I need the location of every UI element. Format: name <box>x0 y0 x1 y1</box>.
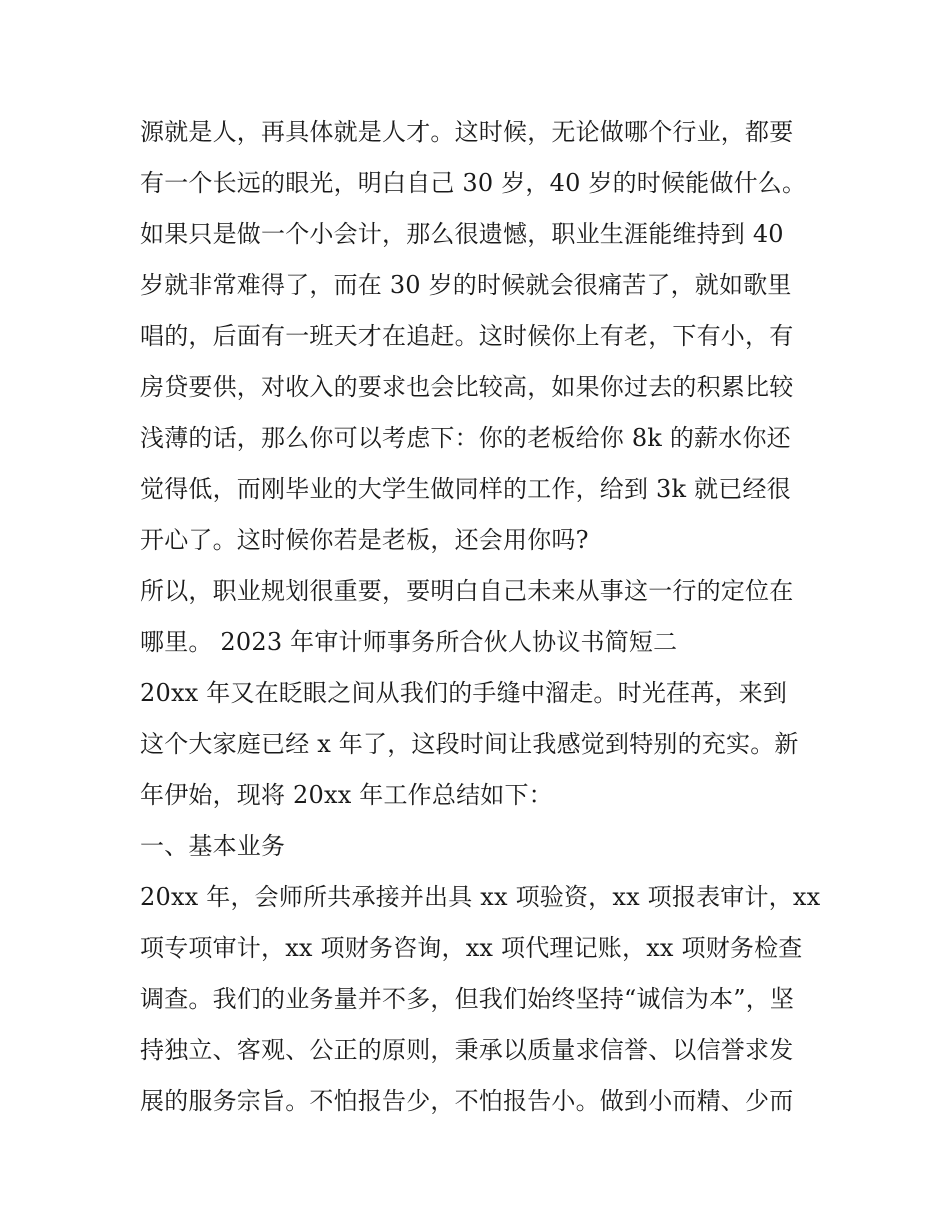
text-line: 这个大家庭已经 x 年了，这段时间让我感觉到特别的充实。新 <box>140 730 799 758</box>
body-text <box>140 107 820 1127</box>
text-line: 调查。我们的业务量并不多，但我们始终坚持“诚信为本”，坚 <box>140 985 795 1013</box>
text-line: 展的服务宗旨。不怕报告少，不怕报告小。做到小而精、少而 <box>140 1087 794 1115</box>
section-heading: 一、基本业务 <box>140 832 286 860</box>
text-line: 唱的，后面有一班天才在追赶。这时候你上有老，下有小，有 <box>140 322 794 350</box>
text-line: 年伊始，现将 20xx 年工作总结如下： <box>140 781 553 809</box>
text-line: 觉得低，而刚毕业的大学生做同样的工作，给到 3k 就已经很 <box>140 475 791 503</box>
text-line: 岁就非常难得了，而在 30 岁的时候就会很痛苦了，就如歌里 <box>140 271 792 299</box>
text-line: 所以，职业规划很重要，要明白自己未来从事这一行的定位在 <box>140 577 794 605</box>
text-line: 20xx 年又在眨眼之间从我们的手缝中溜走。时光荏苒，来到 <box>140 679 788 707</box>
text-line: 开心了。这时候你若是老板，还会用你吗? <box>140 526 589 554</box>
text-line: 源就是人，再具体就是人才。这时候，无论做哪个行业，都要 <box>140 118 794 146</box>
text-line: 项专项审计，xx 项财务咨询，xx 项代理记账，xx 项财务检查 <box>140 934 803 962</box>
text-line: 持独立、客观、公正的原则，秉承以质量求信誉、以信誉求发 <box>140 1036 794 1064</box>
text-line: 房贷要供，对收入的要求也会比较高，如果你过去的积累比较 <box>140 373 794 401</box>
text-line-with-heading: 哪里。 2023 年审计师事务所合伙人协议书简短二 <box>140 628 678 656</box>
text-line: 20xx 年，会师所共承接并出具 xx 项验资，xx 项报表审计，xx <box>140 883 821 911</box>
text-line: 如果只是做一个小会计，那么很遗憾，职业生涯能维持到 40 <box>140 220 784 248</box>
text-line: 浅薄的话，那么你可以考虑下：你的老板给你 8k 的薪水你还 <box>140 424 791 452</box>
text-line: 有一个长远的眼光，明白自己 30 岁，40 岁的时候能做什么。 <box>140 169 807 197</box>
